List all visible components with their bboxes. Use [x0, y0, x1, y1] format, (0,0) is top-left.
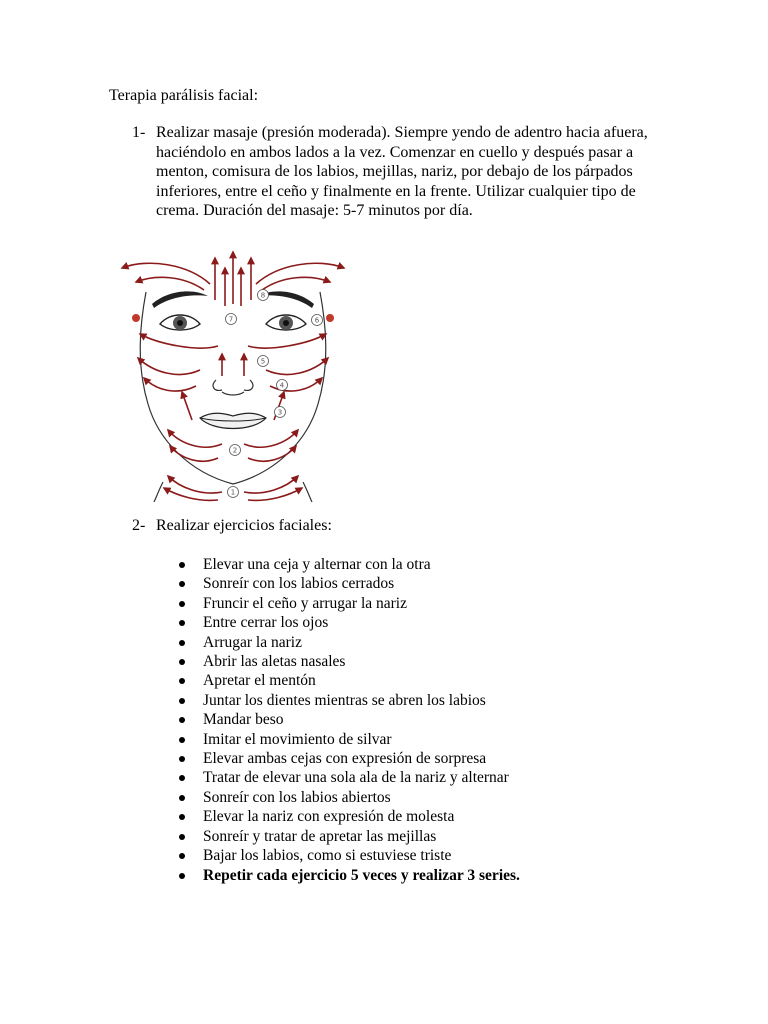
item-1-number: 1-	[132, 124, 146, 141]
list-item: Sonreír con los labios abiertos	[178, 788, 520, 807]
list-item: Apretar el mentón	[178, 671, 520, 690]
svg-text:6: 6	[314, 316, 320, 325]
list-item: Entre cerrar los ojos	[178, 613, 520, 632]
bullet-icon	[179, 640, 185, 646]
marker-7	[226, 314, 237, 325]
list-item: Elevar la nariz con expresión de molesta	[178, 807, 520, 826]
bullet-icon	[179, 698, 185, 704]
list-item: Fruncir el ceño y arrugar la nariz	[178, 594, 520, 613]
list-item: Bajar los labios, como si estuviese triste	[178, 846, 520, 865]
list-item: Arrugar la nariz	[178, 633, 520, 652]
bullet-icon	[179, 620, 185, 626]
list-item: Abrir las aletas nasales	[178, 652, 520, 671]
bullet-icon	[179, 601, 185, 607]
bullet-icon	[179, 795, 185, 801]
massage-arrows	[122, 252, 344, 500]
bullet-icon	[179, 853, 185, 859]
marker-6	[312, 315, 323, 326]
final-note: Repetir cada ejercicio 5 veces y realizar 3 series.	[178, 866, 520, 885]
bullet-icon	[179, 581, 185, 587]
marker-2	[230, 445, 241, 456]
lips	[200, 413, 266, 428]
marker-8	[258, 290, 269, 301]
exercise-list	[178, 555, 520, 885]
bullet-icon	[179, 659, 185, 665]
instruction-item-2	[132, 516, 332, 536]
list-item: Sonreír y tratar de apretar las mejillas	[178, 827, 520, 846]
svg-text:7: 7	[228, 315, 234, 324]
list-item: Sonreír con los labios cerrados	[178, 574, 520, 593]
document-title: Terapia parálisis facial:	[109, 87, 259, 104]
list-item: Elevar ambas cejas con expresión de sorpresa	[178, 749, 520, 768]
svg-text:3: 3	[277, 408, 283, 417]
item-2-text: Realizar ejercicios faciales:	[156, 517, 332, 534]
bullet-icon	[179, 562, 185, 568]
marker-3	[275, 407, 286, 418]
svg-text:2: 2	[232, 446, 238, 455]
marker-1	[228, 487, 239, 498]
bullet-icon	[179, 678, 185, 684]
list-item: Juntar los dientes mientras se abren los labios	[178, 691, 520, 710]
instruction-item-1	[132, 123, 692, 221]
bullet-icon	[179, 834, 185, 840]
list-item: Tratar de elevar una sola ala de la nariz y alternar	[178, 768, 520, 787]
marker-5	[258, 356, 269, 367]
svg-text:8: 8	[260, 291, 266, 300]
bullet-icon	[179, 814, 185, 820]
list-item: Mandar beso	[178, 710, 520, 729]
marker-4	[277, 380, 288, 391]
list-item: Elevar una ceja y alternar con la otra	[178, 555, 520, 574]
nose	[213, 380, 253, 395]
bullet-icon	[179, 756, 185, 762]
svg-text:5: 5	[260, 357, 266, 366]
item-2-number: 2-	[132, 517, 146, 534]
svg-text:4: 4	[279, 381, 285, 390]
face-massage-diagram	[118, 244, 348, 502]
list-item: Imitar el movimiento de silvar	[178, 730, 520, 749]
svg-text:1: 1	[230, 488, 236, 497]
bullet-icon	[179, 737, 185, 743]
bullet-icon	[179, 873, 185, 879]
bullet-icon	[179, 717, 185, 723]
bullet-icon	[179, 775, 185, 781]
item-1-text: Realizar masaje (presión moderada). Siempre yendo de adentro hacia afuera, haciéndolo en ambos lados a la vez. Comenzar en cuello y después pasar a menton, comisura de los labios, mejillas, nariz, por debajo de los párpados inferiores, entre el ceño y finalmente en la frente. Utilizar cualquier tipo de crema. Duración del masaje: 5-7 minutos por día.	[156, 124, 648, 219]
